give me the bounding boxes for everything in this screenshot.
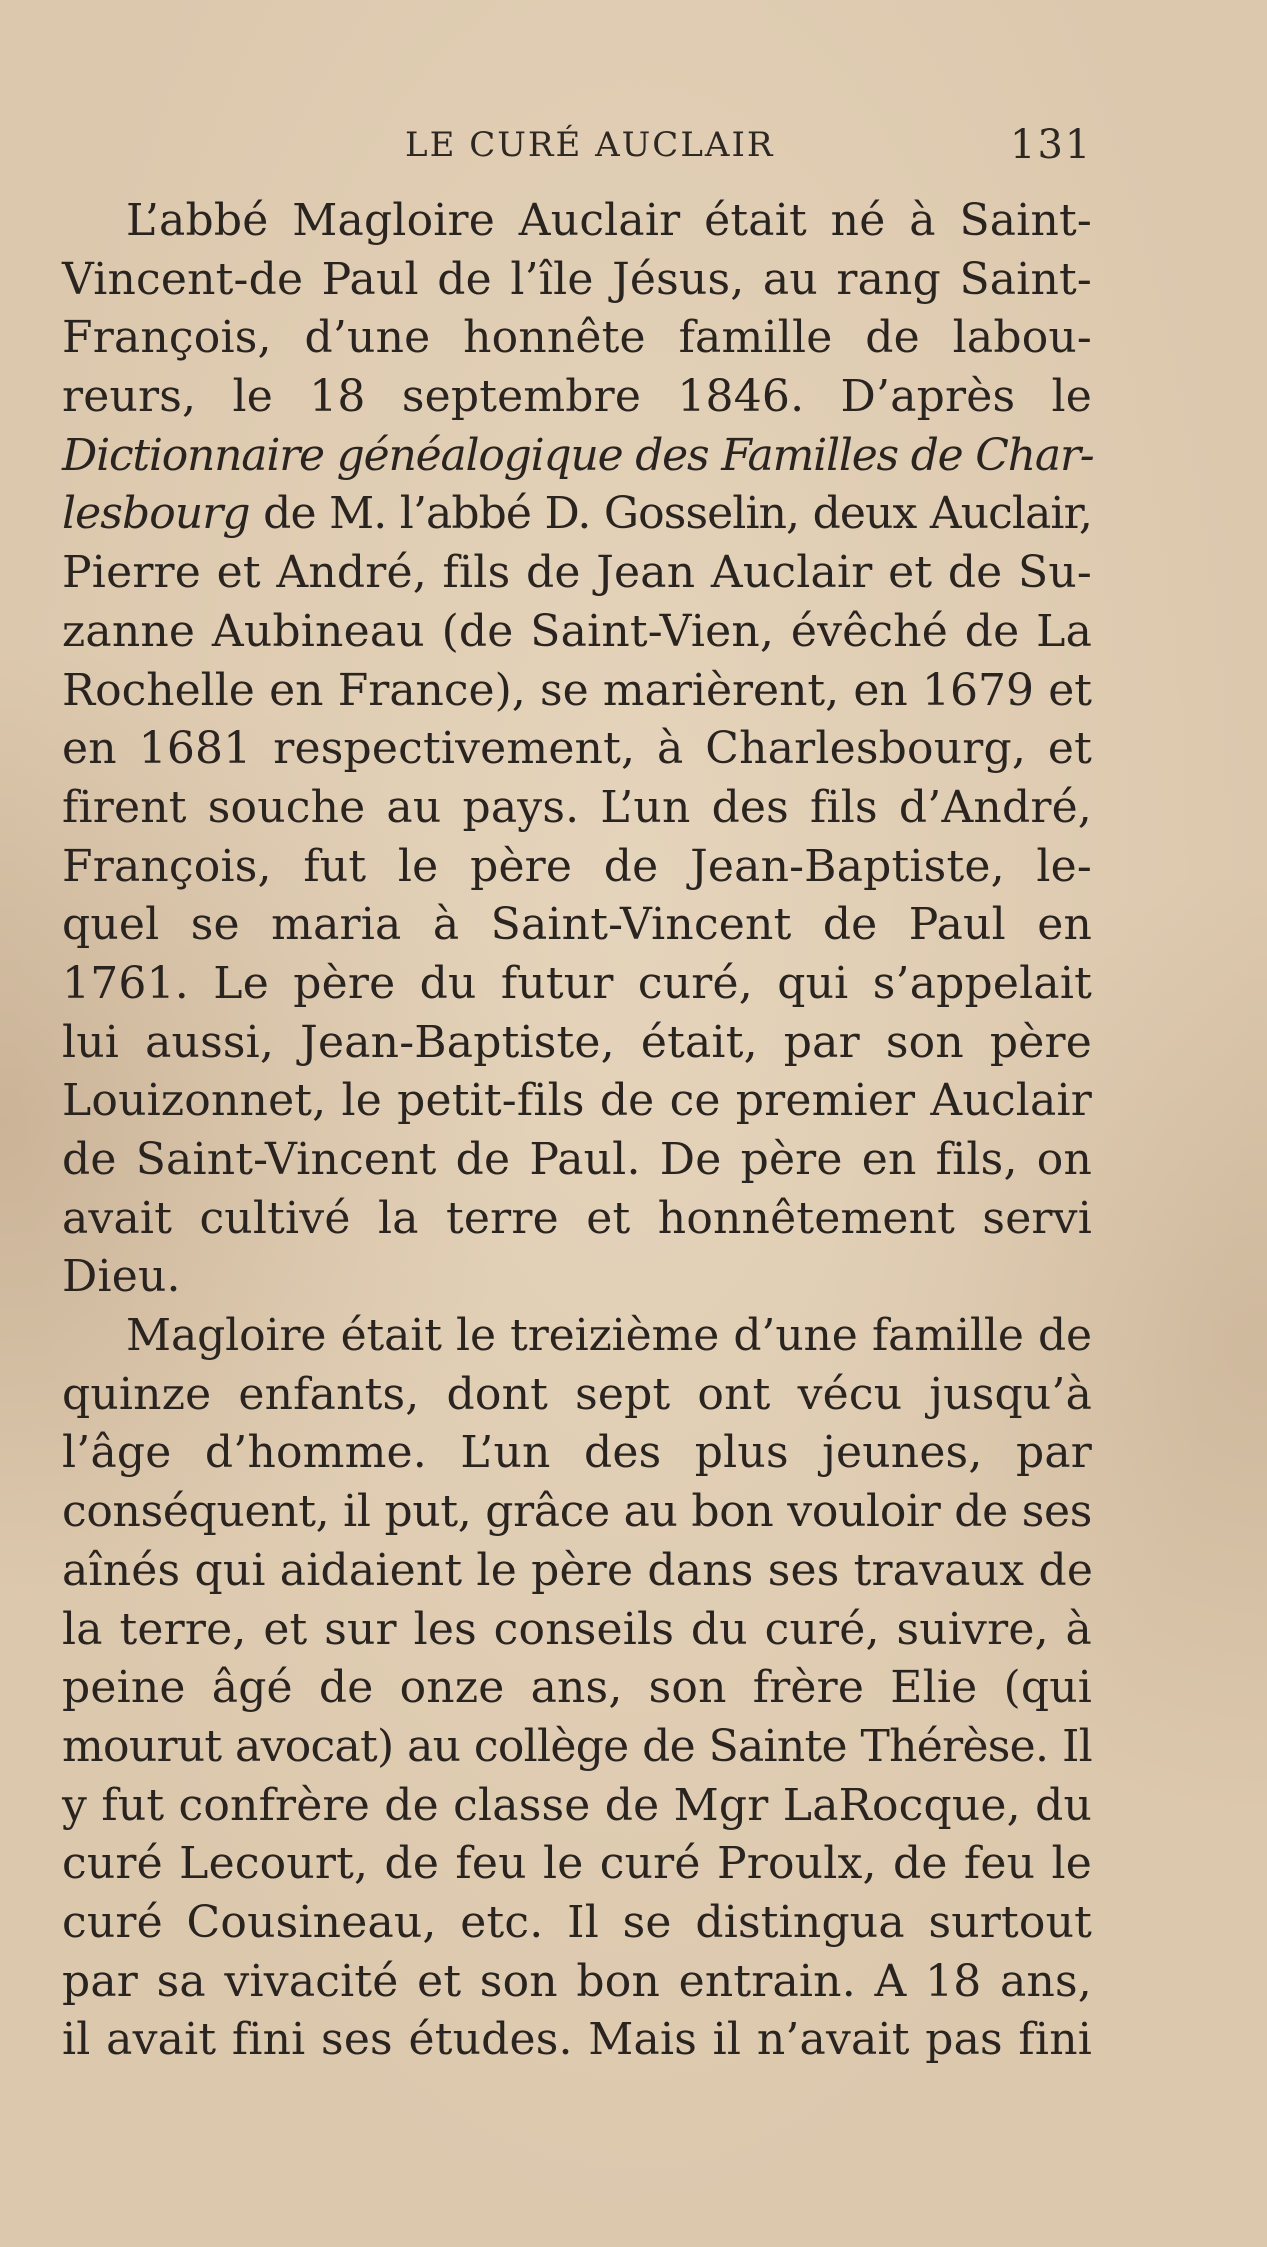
page-number: 131 [1010,122,1093,168]
running-head [0,120,1267,180]
text-line: Rochelle en France), se marièrent, en 1679 et [62,664,1092,716]
text-line: François, d’une honnête famille de labou- [62,312,1092,364]
text-line: Louizonnet, le petit-fils de ce premier Auclair [62,1075,1092,1127]
text-line: peine âgé de onze ans, son frère Elie (qui [62,1662,1092,1714]
italic-title: Dictionnaire généalogique des Familles de Char- [62,429,1094,481]
text-line: mourut avocat) au collège de Sainte Thérèse. Il [62,1720,1092,1772]
text-line [62,427,1092,486]
text-line: Magloire était le treizième d’une famille de [126,1310,1092,1362]
text-line: quel se maria à Saint-Vincent de Paul en [62,899,1092,951]
body-text [62,192,1092,2070]
text-line: Pierre et André, fils de Jean Auclair et de Su- [62,547,1092,599]
text-line: la terre, et sur les conseils du curé, suivre, à [62,1603,1092,1655]
text-line: conséquent, il put, grâce au bon vouloir de ses [62,1486,1092,1538]
italic-title: lesbourg [62,488,250,540]
text-line: curé Lecourt, de feu le curé Proulx, de feu le [62,1838,1092,1890]
text-line: Dieu. [62,1251,181,1303]
text-line: l’âge d’homme. L’un des plus jeunes, par [62,1427,1092,1479]
text-line: par sa vivacité et son bon entrain. A 18 ans, [62,1955,1092,2007]
text-line: reurs, le 18 septembre 1846. D’après le [62,371,1092,423]
text-line: 1761. Le père du futur curé, qui s’appelait [62,957,1092,1009]
text-line: de Saint-Vincent de Paul. De père en fils, on [62,1134,1092,1185]
paragraph [62,192,1092,1307]
text-line: zanne Aubineau (de Saint-Vien, évêché de La [62,605,1092,657]
text-line: lui aussi, Jean-Baptiste, était, par son père [62,1016,1092,1068]
paragraph [62,1307,1092,2070]
text-line: en 1681 respectivement, à Charlesbourg, et [62,723,1092,775]
text-line: lesbourg de M. l’abbé D. Gosselin, deux Auclair, [62,488,1092,540]
text-line: avait cultivé la terre et honnêtement servi [62,1192,1092,1244]
text-line: curé Cousineau, etc. Il se distingua surtout [62,1896,1092,1948]
text-line: François, fut le père de Jean-Baptiste, le- [62,840,1092,892]
text-line: firent souche au pays. L’un des fils d’André, [62,781,1092,833]
text-line: quinze enfants, dont sept ont vécu jusqu’à [62,1368,1092,1420]
text-line: il avait fini ses études. Mais il n’avait pas fini [62,2014,1092,2066]
text-line: y fut confrère de classe de Mgr LaRocque, du [62,1779,1092,1831]
text-line: L’abbé Magloire Auclair était né à Saint- [126,195,1092,246]
text-line: aînés qui aidaient le père dans ses travaux de [62,1544,1094,1596]
running-title: LE CURÉ AUCLAIR [405,125,775,165]
text-line: Vincent-de Paul de l’île Jésus, au rang Saint- [62,253,1092,305]
